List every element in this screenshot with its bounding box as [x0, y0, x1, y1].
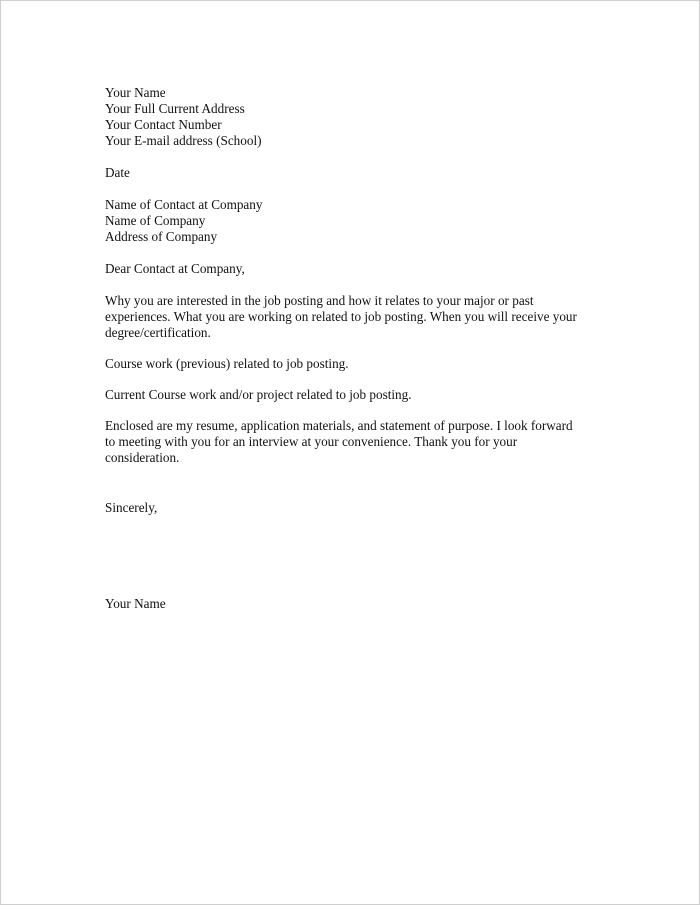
sender-block — [105, 85, 605, 149]
body-paragraph-1-line-2: experiences. What you are working on related to job posting. When you will receive your — [105, 309, 577, 324]
body-paragraph-4-line-3: consideration. — [105, 450, 180, 465]
sender-phone: Your Contact Number — [105, 117, 222, 132]
body-paragraph-2 — [105, 356, 605, 372]
signature-name: Your Name — [105, 596, 166, 611]
body-paragraph-1 — [105, 293, 605, 341]
body-paragraph-4-line-2: to meeting with you for an interview at your convenience. Thank you for your — [105, 434, 518, 449]
recipient-company: Name of Company — [105, 213, 206, 228]
sender-address: Your Full Current Address — [105, 101, 245, 116]
salutation: Dear Contact at Company, — [105, 261, 245, 276]
sender-email: Your E-mail address (School) — [105, 133, 262, 148]
body-paragraph-1-line-3: degree/certification. — [105, 325, 211, 340]
body-paragraph-2-text: Course work (previous) related to job posting. — [105, 356, 349, 371]
body-paragraph-1-line-1: Why you are interested in the job posting and how it relates to your major or past — [105, 293, 534, 308]
cover-letter — [105, 85, 605, 612]
date-block — [105, 165, 605, 181]
body-paragraph-3-text: Current Course work and/or project related to job posting. — [105, 387, 412, 402]
signature-block — [105, 596, 605, 612]
body-paragraph-4 — [105, 418, 605, 466]
closing: Sincerely, — [105, 500, 158, 515]
recipient-address: Address of Company — [105, 229, 218, 244]
salutation-block — [105, 261, 605, 277]
body-paragraph-4-line-1: Enclosed are my resume, application materials, and statement of purpose. I look forward — [105, 418, 573, 433]
letter-date: Date — [105, 165, 130, 180]
sender-name: Your Name — [105, 85, 166, 100]
recipient-contact: Name of Contact at Company — [105, 197, 263, 212]
closing-block — [105, 500, 605, 516]
body-paragraph-3 — [105, 387, 605, 403]
recipient-block — [105, 197, 605, 245]
